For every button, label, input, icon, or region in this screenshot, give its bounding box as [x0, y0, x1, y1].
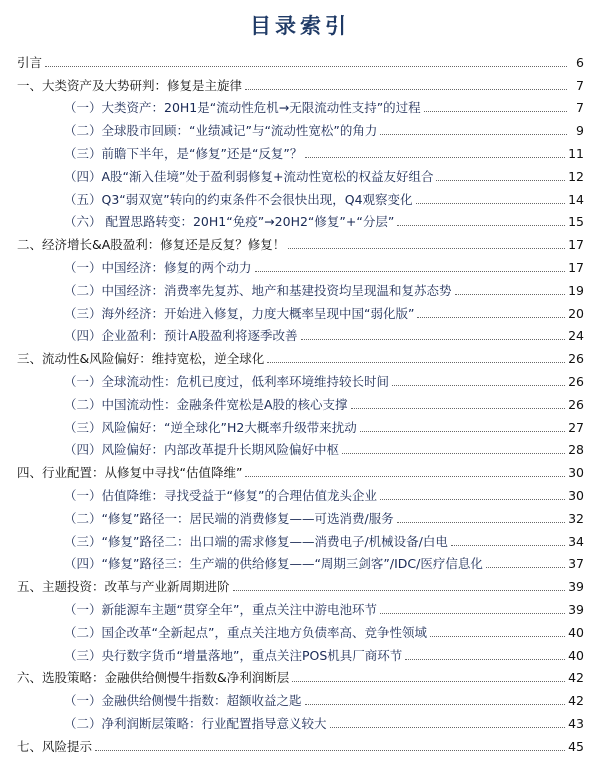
toc-section-entry[interactable]: [0, 321, 600, 344]
toc-entry-label: （一）大类资产：20H1是“流动性危机→无限流动性支持”的过程: [64, 100, 421, 116]
toc-chapter-entry[interactable]: [0, 343, 600, 366]
toc-section-entry[interactable]: [0, 526, 600, 549]
dot-leader: [405, 658, 565, 660]
toc-section-entry[interactable]: [0, 184, 600, 207]
toc-section-entry[interactable]: [0, 549, 600, 572]
toc-page-number: 42: [568, 693, 584, 709]
dot-leader: [233, 589, 566, 591]
toc-entry-label: （一）金融供给侧慢牛指数：超额收益之匙: [64, 693, 302, 709]
toc-page-number: 7: [576, 77, 584, 93]
toc-page-number: 26: [568, 351, 584, 367]
toc-entry-label: （四）“修复”路径三：生产端的供给修复——“周期三剑客”/IDC/医疗信息化: [64, 556, 483, 572]
toc-section-entry[interactable]: [0, 640, 600, 663]
toc-entry-label: （二）中国流动性：金融条件宽松是A股的核心支撑: [64, 396, 348, 412]
dot-leader: [430, 635, 565, 637]
toc-entry-label: （三）风险偏好：“逆全球化”H2大概率升级带来扰动: [64, 419, 357, 435]
toc-page-number: 20: [568, 305, 584, 321]
dot-leader: [301, 338, 566, 340]
toc-entry-label: （五）Q3“弱双宽”转向的约束条件不会很快出现，Q4观察变化: [64, 191, 413, 207]
toc-entry-label: （三）前瞻下半年，是“修复”还是“反复”？: [64, 145, 303, 161]
toc-page-number: 43: [568, 715, 584, 731]
toc-entry-label: 五、主题投资：改革与产业新周期进阶: [17, 579, 230, 595]
toc-page-number: 39: [568, 601, 584, 617]
dot-leader: [255, 270, 566, 272]
dot-leader: [455, 293, 566, 295]
toc-section-entry[interactable]: [0, 412, 600, 435]
toc-page-number: 9: [576, 123, 584, 139]
toc-section-entry[interactable]: [0, 298, 600, 321]
toc-section-entry[interactable]: [0, 366, 600, 389]
toc-section-entry[interactable]: [0, 252, 600, 275]
toc-page-number: 30: [568, 465, 584, 481]
toc-entry-label: （一）估值降维：寻找受益于“修复”的合理估值龙头企业: [64, 487, 377, 503]
dot-leader: [245, 88, 567, 90]
dot-leader: [292, 680, 565, 682]
toc-page-number: 42: [568, 670, 584, 686]
toc-page-number: 15: [568, 214, 584, 230]
toc-section-entry[interactable]: [0, 389, 600, 412]
toc-chapter-entry[interactable]: [0, 457, 600, 480]
dot-leader: [416, 202, 566, 204]
toc-entry-label: （一）中国经济：修复的两个动力: [64, 259, 252, 275]
toc-page-number: 45: [568, 738, 584, 754]
toc-section-entry[interactable]: [0, 685, 600, 708]
toc-chapter-entry[interactable]: [0, 229, 600, 252]
toc-entry-label: （一）全球流动性：危机已度过，低利率环境维持较长时间: [64, 373, 390, 389]
toc-page-number: 27: [568, 419, 584, 435]
toc-section-entry[interactable]: [0, 480, 600, 503]
dot-leader: [417, 316, 565, 318]
toc-page-number: 34: [568, 533, 584, 549]
dot-leader: [351, 407, 566, 409]
toc-page-number: 7: [576, 100, 584, 116]
toc-page-number: 26: [568, 396, 584, 412]
table-of-contents: [0, 47, 600, 754]
toc-entry-label: 七、风险提示: [17, 738, 93, 754]
dot-leader: [436, 179, 565, 181]
toc-entry-label: （四）风险偏好：内部改革提升长期风险偏好中枢: [64, 442, 340, 458]
dot-leader: [305, 156, 565, 158]
dot-leader: [397, 224, 565, 226]
toc-entry-label: （六） 配置思路转变：20H1“免疫”→20H2“修复”+“分层”: [64, 214, 395, 230]
toc-section-entry[interactable]: [0, 708, 600, 731]
toc-entry-label: （三）央行数字货币“增量落地”，重点关注POS机具厂商环节: [64, 647, 403, 663]
dot-leader: [360, 430, 565, 432]
toc-entry-label: （一）新能源车主题“贯穿全年”，重点关注中游电池环节: [64, 601, 377, 617]
dot-leader: [380, 498, 565, 500]
dot-leader: [95, 749, 565, 751]
toc-chapter-entry[interactable]: [0, 663, 600, 686]
toc-entry-label: 三、流动性&风险偏好：维持宽松，逆全球化: [17, 351, 265, 367]
toc-section-entry[interactable]: [0, 435, 600, 458]
toc-section-entry[interactable]: [0, 138, 600, 161]
toc-section-entry[interactable]: [0, 93, 600, 116]
toc-page-number: 19: [568, 282, 584, 298]
toc-page-number: 11: [568, 145, 584, 161]
dot-leader: [342, 452, 565, 454]
toc-entry-label: 二、经济增长&A股盈利：修复还是反复？修复！: [17, 237, 286, 253]
toc-page-number: 32: [568, 510, 584, 526]
toc-section-entry[interactable]: [0, 275, 600, 298]
toc-entry-label: （四）企业盈利：预计A股盈利将逐季改善: [64, 328, 298, 344]
toc-page-number: 28: [568, 442, 584, 458]
toc-entry-label: （二）国企改革“全新起点”，重点关注地方负债率高、竞争性领域: [64, 624, 427, 640]
dot-leader: [392, 384, 565, 386]
toc-section-entry[interactable]: [0, 594, 600, 617]
toc-page-number: 12: [568, 168, 584, 184]
toc-page-number: 14: [568, 191, 584, 207]
toc-page-number: 24: [568, 328, 584, 344]
toc-page-number: 40: [568, 624, 584, 640]
toc-chapter-entry[interactable]: [0, 70, 600, 93]
toc-entry-label: （二）“修复”路径一：居民端的消费修复——可选消费/服务: [64, 510, 394, 526]
toc-page-number: 6: [576, 54, 584, 70]
dot-leader: [305, 703, 566, 705]
toc-page-number: 40: [568, 647, 584, 663]
dot-leader: [397, 521, 565, 523]
toc-chapter-entry[interactable]: [0, 47, 600, 70]
toc-section-entry[interactable]: [0, 161, 600, 184]
dot-leader: [380, 133, 567, 135]
dot-leader: [380, 612, 565, 614]
toc-page-number: 26: [568, 373, 584, 389]
toc-chapter-entry[interactable]: [0, 731, 600, 754]
toc-chapter-entry[interactable]: [0, 571, 600, 594]
toc-entry-label: （二）全球股市回顾：“业绩减记”与“流动性宽松”的角力: [64, 123, 378, 139]
toc-entry-label: （二）净利润断层策略：行业配置指导意义较大: [64, 715, 327, 731]
dot-leader: [288, 247, 565, 249]
toc-page-number: 37: [568, 556, 584, 572]
toc-section-entry[interactable]: [0, 207, 600, 230]
toc-entry-label: 一、大类资产及大势研判：修复是主旋律: [17, 77, 243, 93]
dot-leader: [330, 726, 566, 728]
dot-leader: [267, 361, 565, 363]
dot-leader: [486, 566, 565, 568]
toc-page-number: 17: [568, 237, 584, 253]
toc-entry-label: （三）海外经济：开始进入修复，力度大概率呈现中国“弱化版”: [64, 305, 415, 321]
toc-section-entry[interactable]: [0, 503, 600, 526]
toc-page-number: 39: [568, 579, 584, 595]
page-title: 目录索引: [250, 14, 350, 38]
toc-entry-label: 六、选股策略：金融供给侧慢牛指数&净利润断层: [17, 670, 290, 686]
toc-entry-label: 引言: [17, 54, 43, 70]
toc-page-number: 17: [568, 259, 584, 275]
toc-entry-label: （二）中国经济：消费率先复苏、地产和基建投资均呈现温和复苏态势: [64, 282, 452, 298]
toc-section-entry[interactable]: [0, 115, 600, 138]
toc-entry-label: （三）“修复”路径二：出口端的需求修复——消费电子/机械设备/白电: [64, 533, 448, 549]
toc-entry-label: （四）A股“渐入佳境”处于盈利弱修复+流动性宽松的权益友好组合: [64, 168, 434, 184]
toc-entry-label: 四、行业配置：从修复中寻找“估值降维”: [17, 465, 243, 481]
dot-leader: [245, 475, 565, 477]
dot-leader: [45, 65, 567, 67]
dot-leader: [451, 544, 565, 546]
toc-page-number: 30: [568, 487, 584, 503]
toc-section-entry[interactable]: [0, 617, 600, 640]
dot-leader: [424, 110, 567, 112]
